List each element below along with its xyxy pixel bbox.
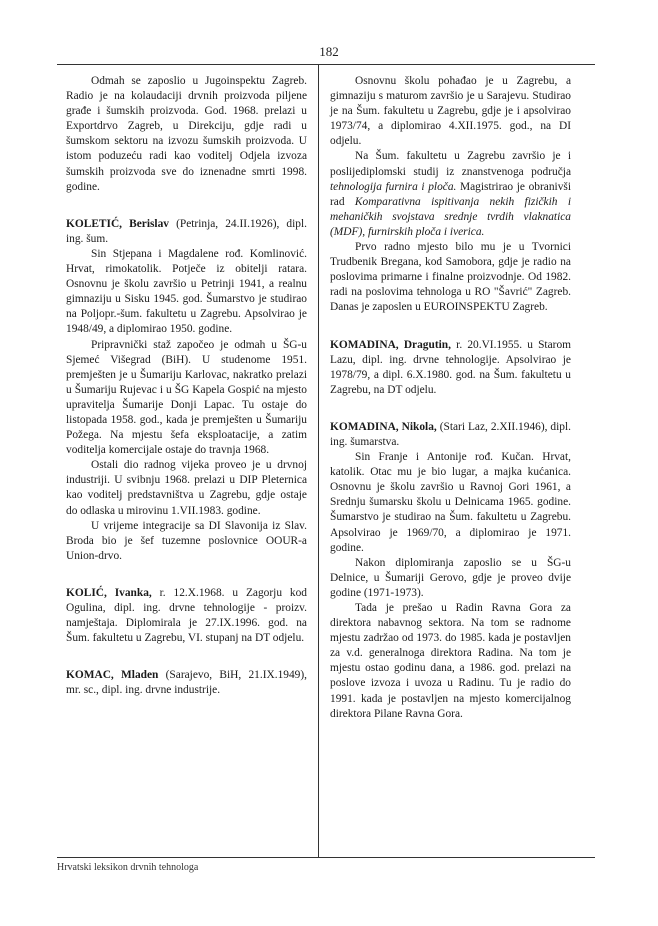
- entry-name: KOMADINA, Nikola,: [330, 420, 437, 433]
- page-number: 182: [319, 44, 339, 59]
- paragraph: Tada je prešao u Radin Ravna Gora za direktora nabavnog sektora. Na tom se radnome mjestu zadržao od 1973. do 1985. kada je postavljen za v.d. generalnoga direktora Radina. Na tom je mjestu ostao godinu dana, a 1986. god. prelazi na poslove izvoza i uvoza u Radinu. Tu je radio do 1991. kada je postavljen na mjesto komercijalnog direktora Pilane Ravna Gora.: [330, 602, 571, 720]
- column-divider: [318, 64, 319, 857]
- entry-continuation: [66, 74, 307, 195]
- entry-kolic-ivanka: [66, 586, 307, 646]
- paragraph: Ostali dio radnog vijeka proveo je u drvnoj industriji. U svibnju 1968. prelazi u DIP Pleternica kao voditelj predstavništva u Zagrebu, gdje ostaje do odlaska u mirovinu 1.VII.1983. godine.: [66, 459, 307, 517]
- entry-heading: [66, 586, 307, 646]
- paragraph: [330, 149, 571, 240]
- paragraph: Sin Franje i Antonije rođ. Kučan. Hrvat, katolik. Otac mu je bio lugar, a majka kućanica. Osnovnu je školu završio u Ravnoj Gori 1961, a Srednju šumarsku školu u Delnicama 1965. godine. Šumarstvo je studirao na Šum. fakultetu u Zagrebu. Apsolvirao je 1969/70, a diplomirao je 1971. godine.: [330, 451, 571, 554]
- entry-komac-mladen: [66, 668, 307, 698]
- footer-rule: [57, 857, 595, 858]
- entry-koletic-berislav: [66, 217, 307, 564]
- entry-heading-details: r. 12.X.1968. u Zagorju kod Ogulina, dipl. ing. drvne tehnologije - proizv. namještaja. Diplomirala je 27.IX.1996. god. na Šum. fakultetu u Zagrebu, VI. stupanj na DT odjelu.: [66, 586, 307, 645]
- entry-heading: [330, 338, 571, 398]
- paragraph-text: Magistrirao je obranivši rad: [330, 180, 571, 208]
- paragraph: Sin Stjepana i Magdalene rođ. Komlinović. Hrvat, rimokatolik. Potječe iz obitelji ratara. Osnovnu je školu završio u Petrinji 1941, a realnu gimnaziju u Sisku 1945. god. Šumarstvo je studirao na Poljopr.-šum. fakultetu u Zagrebu. Apsolvirao je 1948/49, a diplomirao 1950. godine.: [66, 247, 307, 336]
- entry-komadina-nikola: [330, 420, 571, 722]
- paragraph: Nakon diplomiranja zaposlio se u ŠG-u Delnice, u Šumariji Gerovo, gdje je proveo dvije godine (1971-1973).: [330, 556, 571, 599]
- entry-name: KOMADINA, Dragutin,: [330, 338, 451, 351]
- entry-komadina-dragutin: [330, 338, 571, 398]
- entry-heading-details: r. 20.VI.1955. u Starom Lazu, dipl. ing. drvne tehnologije. Apsolvirao je 1978/79, a dipl. 6.X.1980. god. na Šum. fakultetu u Zagrebu, na DT odjelu.: [330, 338, 571, 396]
- thesis-title: Komparativna ispitivanja nekih fizičkih i mehaničkih svojstava srednje tvrdih vlaknatica (MDF), furnirskih ploča i iverica.: [330, 195, 571, 238]
- header-rule: [57, 64, 595, 65]
- paragraph-text: Na Šum. fakultetu u Zagrebu završio je i poslijediplomski studij iz znanstvenoga područja: [330, 150, 571, 178]
- entry-heading: [66, 217, 307, 247]
- entry-heading: [66, 668, 307, 698]
- entry-name: KOLETIĆ, Berislav: [66, 217, 169, 230]
- left-column: [66, 74, 307, 718]
- entry-komac-continuation: [330, 74, 571, 316]
- entry-heading: [330, 420, 571, 450]
- entry-name: KOMAC, Mladen: [66, 669, 159, 682]
- paragraph-emphasis: tehnologija furnira i ploča.: [330, 180, 457, 193]
- entry-heading-details: (Sarajevo, BiH, 21.IX.1949), mr. sc., dipl. ing. drvne industrije.: [66, 669, 307, 697]
- entry-name: KOLIĆ, Ivanka,: [66, 586, 152, 599]
- entry-heading-details: (Stari Laz, 2.XII.1946), dipl. ing. šumarstva.: [330, 420, 571, 448]
- paragraph: Odmah se zaposlio u Jugoinspektu Zagreb. Radio je na kolaudaciji drvnih proizvoda piljene građe i šumskih proizvoda. God. 1968. prelazi u Exportdrvo Zagreb, u Direkciju, gdje radi u šumskom sektoru na izvozu šumskih proizvoda. U istom poduzeću radi kao voditelj Odjela izvoza šumskih proizvoda sve do iznenadne smrti 1998. godine.: [66, 75, 307, 193]
- paragraph: Pripravnički staž započeo je odmah u ŠG-u Sjemeć Višegrad (BiH). U studenome 1951. premješten je u Šumariju Karlovac, nakratko prelazi u Šumariju Rujevac i u ŠG Kapela Gospić na mjesto upravitelja Šumarije Donji Lapac. Tu ostaje do listopada 1958. god., kada je premješten u Šumariju Požega. Na mjestu šefa eksploatacije, a zatim voditelja komercijale ostaje do travnja 1968.: [66, 338, 307, 457]
- paragraph: Prvo radno mjesto bilo mu je u Tvornici Trudbenik Bregana, kod Samobora, gdje je radio na poslovima primarne i finalne proizvodnje. Od 1982. radi na poslovima tehnologa u RO "Šavrić" Zagreb. Danas je zaposlen u EUROINSPEKTU Zagreb.: [330, 241, 571, 314]
- right-column: [330, 74, 571, 742]
- footer-title: Hrvatski leksikon drvnih tehnologa: [57, 862, 199, 873]
- paragraph: Osnovnu školu pohađao je u Zagrebu, a gimnaziju s maturom završio je u Sarajevu. Studirao je na Šum. fakultetu u Zagrebu, gdje je i apsolvirao 1973/74, a diplomirao 4.XII.1975. god., na DI odjelu.: [330, 75, 571, 148]
- entry-heading-details: (Petrinja, 24.II.1926), dipl. ing. šum.: [66, 217, 307, 245]
- paragraph: U vrijeme integracije sa DI Slavonija iz Slav. Broda bio je šef tuzemne poslovnice OOUR-a Union-drvo.: [66, 519, 307, 562]
